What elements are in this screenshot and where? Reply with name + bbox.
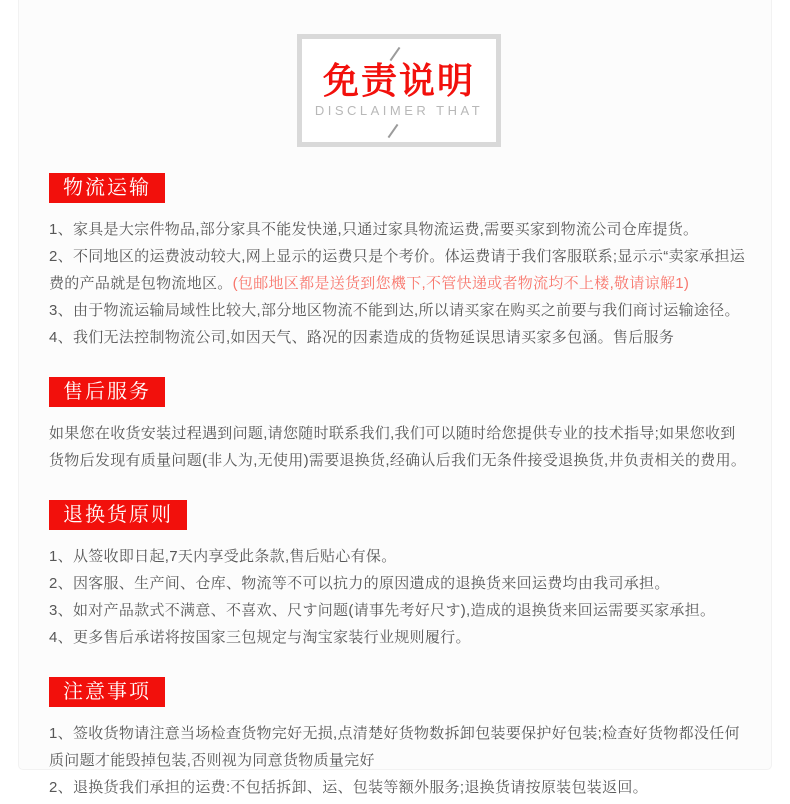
disclaimer-page: [18, 0, 772, 796]
item-text: 3、如对产品款式不满意、不喜欢、尺す问题(请事先考好尺す),造成的退换货来回运需要买家承担。: [49, 602, 716, 619]
item-text: 2、不同地区的运费波动较大,网上显示的运费只是个考价。体运费请于我们客服联系;显示示“卖家承担运费的产品就是包物流地区。: [49, 248, 746, 292]
slash-decoration-bottom-icon: [388, 124, 399, 138]
section-heading-notes: 注意事项: [49, 677, 165, 707]
section-body: [49, 216, 749, 351]
item-text: 如果您在收货安装过程遇到问题,请您随时联系我们,我们可以随时给您提供专业的技术指导;如果您收到货物后发现有质量问题(非人为,无使用)需要退换货,经确认后我们无条件接受退换货,井负责相关的费用。: [49, 425, 747, 469]
list-item: [49, 243, 749, 297]
list-item: [49, 624, 749, 651]
item-text: 1、签收货物请注意当场检查货物完好无损,点清楚好货物数拆卸包装要保护好包装;检查好货物都没任何质问题才能毁掉包装,否则视为同意货物质量完好: [49, 725, 740, 769]
item-text: 2、退换货我们承担的运费:不包括拆卸、运、包装等额外服务;退换货请按原装包装返回。: [49, 779, 648, 796]
highlight-red-text: (包邮地区都是送货到您機下,不管快递或者物流均不上楼,敬请谅解1): [232, 275, 690, 292]
item-text: 1、家具是大宗件物品,部分家具不能发快递,只通过家具物流运费,需要买家到物流公司仓库提货。: [49, 221, 699, 238]
list-item: [49, 570, 749, 597]
item-text: 3、由于物流运输局域性比较大,部分地区物流不能到达,所以请买家在购买之前要与我们商讨运输途径。: [49, 302, 740, 319]
paragraph: [49, 420, 749, 474]
list-item: [49, 720, 749, 774]
section-heading-logistics: 物流运输: [49, 173, 165, 203]
page-subtitle: DISCLAIMER THAT: [314, 103, 484, 118]
section-heading-after-sales: 售后服务: [49, 377, 165, 407]
section-body: [49, 720, 749, 801]
section-heading-return-policy: 退换货原则: [49, 500, 187, 530]
list-item: [49, 324, 749, 351]
list-item: [49, 774, 749, 801]
item-text: 2、因客服、生产间、仓库、物流等不可以抗力的原因遺成的退换货来回运费均由我司承担。: [49, 575, 670, 592]
page-title: 免责说明: [322, 60, 475, 101]
list-item: [49, 543, 749, 570]
list-item: [49, 216, 749, 243]
section-body: [49, 543, 749, 651]
item-text: 4、我们无法控制物流公司,如因天气、路况的因素造成的货物延误思请买家多包涵。售后服务: [49, 329, 675, 346]
disclaimer-header-box: [297, 34, 501, 147]
section-notes: [49, 677, 749, 801]
list-item: [49, 297, 749, 324]
section-after-sales: [49, 377, 749, 474]
slash-decoration-top-icon: [390, 47, 401, 61]
section-return-policy: [49, 500, 749, 651]
item-text: 1、从签收即日起,7天内享受此条款,售后贴心有保。: [49, 548, 397, 565]
list-item: [49, 597, 749, 624]
section-body: [49, 420, 749, 474]
section-logistics: [49, 173, 749, 351]
item-text: 4、更多售后承诺将按国家三包规定与淘宝家装行业规则履行。: [49, 629, 471, 646]
